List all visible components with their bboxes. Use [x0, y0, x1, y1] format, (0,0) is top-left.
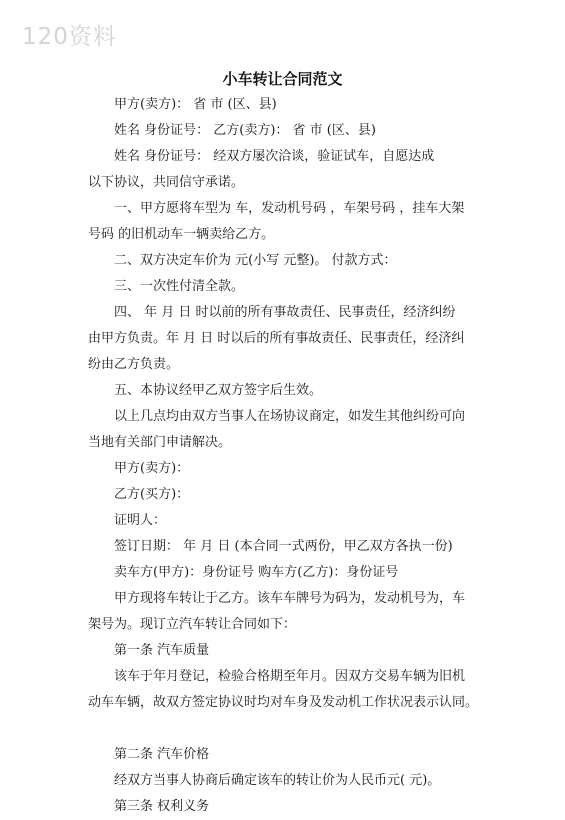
paragraph-line: 五、本协议经甲乙双方签字后生效。	[114, 383, 323, 398]
paragraph-line: 纷由乙方负责。	[88, 357, 180, 372]
paragraph-line: 一、甲方愿将车型为 车，发动机号码 ，车架号码 ，挂车大架	[114, 201, 465, 216]
document-title: 小车转让合同范文	[222, 70, 343, 88]
paragraph-line: 甲方现将车转让于乙方。该车车牌号为码为，发动机号为，车	[114, 591, 466, 606]
paragraph-line: 第二条 汽车价格	[114, 747, 210, 762]
paragraph-line: 架号为。现订立汽车转让合同如下：	[88, 617, 297, 632]
paragraph-line: 经双方当事人协商后确定该车的转让价为人民币元( 元)。	[114, 773, 441, 788]
paragraph-line: 该车于年月登记，检验合格期至年月。因双方交易车辆为旧机	[114, 669, 466, 684]
paragraph-line: 二、双方决定车价为 元(小写 元整)。 付款方式：	[114, 253, 397, 268]
paragraph-line: 四、 年 月 日 时以前的所有事故责任、民事责任，经济纠纷	[114, 305, 456, 320]
watermark-logo: 120资料	[22, 24, 117, 50]
paragraph-line: 号码 的旧机动车一辆卖给乙方。	[88, 227, 275, 242]
paragraph-line: 姓名 身份证号： 经双方屡次洽谈，验证试车，自愿达成	[114, 149, 435, 164]
paragraph-spacer	[88, 716, 488, 742]
paragraph-line: 动车车辆，故双方签定协议时均对车身及发动机工作状况表示认同。	[88, 695, 479, 710]
paragraph-line: 第一条 汽车质量	[114, 643, 210, 658]
paragraph-line: 甲方(卖方)：	[114, 461, 190, 476]
paragraph-line: 证明人：	[114, 513, 167, 528]
paragraph-line: 以上几点均由双方当事人在场协议商定，如发生其他纠纷可向	[114, 409, 466, 424]
paragraph-line: 由甲方负责。年 月 日 时以后的所有事故责任、民事责任，经济纠	[88, 331, 465, 346]
paragraph-line: 当地有关部门申请解决。	[88, 435, 232, 450]
paragraph-line: 卖车方(甲方)：身份证号 购车方(乙方)：身份证号	[114, 565, 399, 580]
paragraph-line: 以下协议，共同信守承诺。	[88, 175, 245, 190]
document-body	[88, 92, 488, 820]
paragraph-line: 签订日期： 年 月 日 (本合同一式两份，甲乙双方各执一份)	[114, 539, 453, 554]
paragraph-line: 姓名 身份证号： 乙方(卖方)： 省 市 (区、县)	[114, 123, 376, 138]
paragraph-line: 三、一次性付清全款。	[114, 279, 245, 294]
paragraph-line: 乙方(买方)：	[114, 487, 190, 502]
paragraph-line: 第三条 权利义务	[114, 799, 210, 814]
paragraph-line: 甲方(卖方)： 省 市 (区、县)	[114, 97, 277, 112]
